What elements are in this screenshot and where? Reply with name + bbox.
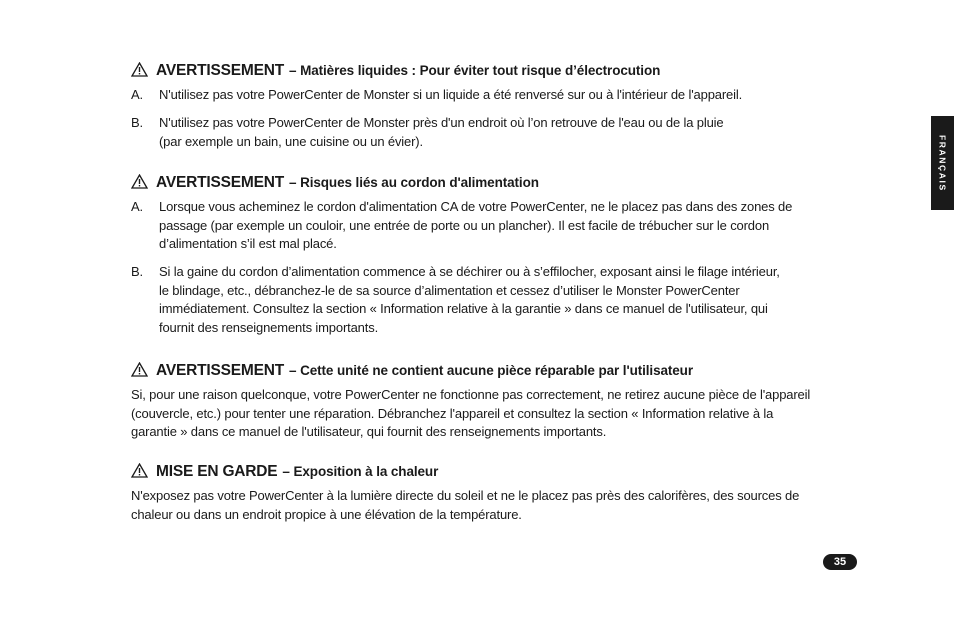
item-line: Lorsque vous acheminez le cordon d'alimentation CA de votre PowerCenter, ne le placez pas dans des zones de (159, 199, 793, 214)
heading-subtitle: – Cette unité ne contient aucune pièce réparable par l'utilisateur (289, 363, 693, 378)
language-label: FRANÇAIS (937, 134, 948, 192)
item-line: immédiatement. Consultez la section « Information relative à la garantie » dans ce manuel de l'utilisateur, qui (159, 301, 768, 316)
section-paragraph (131, 386, 831, 442)
section-heading (131, 60, 831, 80)
list-item (131, 198, 809, 254)
warning-triangle-icon (131, 174, 148, 189)
heading-title: AVERTISSEMENT (156, 62, 285, 79)
item-line: Si la gaine du cordon d’alimentation commence à se déchirer ou à s’effilocher, exposant ainsi le filage intérieur, (159, 264, 780, 279)
language-side-tab (931, 116, 954, 210)
paragraph-line: garantie » dans ce manuel de l'utilisateur, qui fournit des renseignements importants. (131, 424, 607, 439)
heading-title: AVERTISSEMENT (156, 362, 285, 379)
section-no-serviceable-parts (131, 360, 831, 442)
paragraph-line: (couvercle, etc.) pour tenter une réparation. Débranchez l'appareil et consultez la section « Information relative à la (131, 405, 774, 421)
section-liquids (131, 60, 831, 149)
item-line: le blindage, etc., débranchez-le de sa source d’alimentation et cessez d’utiliser le Monster PowerCenter (159, 282, 740, 298)
section-paragraph (131, 487, 831, 524)
item-line: passage (par exemple un couloir, une entrée de porte ou un plancher). Il est facile de trébucher sur le cordon (159, 217, 770, 233)
item-line: fournit des renseignements importants. (159, 319, 379, 335)
paragraph-line: Si, pour une raison quelconque, votre PowerCenter ne fonctionne pas correctement, ne retirez aucune pièce de l'appareil (131, 387, 811, 402)
paragraph-line: N'exposez pas votre PowerCenter à la lumière directe du soleil et ne le placez pas près des calorifères, des sources de (131, 488, 800, 503)
section-heading (131, 172, 831, 192)
item-line: N'utilisez pas votre PowerCenter de Monster si un liquide a été renversé sur ou à l'intérieur de l'appareil. (159, 87, 743, 102)
item-line: (par exemple un bain, une cuisine ou un évier). (159, 133, 423, 149)
item-label: B. (131, 115, 143, 130)
heading-title: MISE EN GARDE (156, 463, 278, 480)
section-heading (131, 360, 831, 380)
section-heat-exposure (131, 461, 831, 524)
warning-triangle-icon (131, 62, 148, 77)
item-line: N'utilisez pas votre PowerCenter de Monster près d'un endroit où l’on retrouve de l'eau ou de la pluie (159, 115, 724, 130)
paragraph-line: chaleur ou dans un endroit propice à une élévation de la température. (131, 506, 522, 522)
item-line: d’alimentation s’il est mal placé. (159, 236, 337, 251)
heading-title: AVERTISSEMENT (156, 174, 285, 191)
heading-subtitle: – Risques liés au cordon d'alimentation (289, 175, 539, 190)
section-power-cord (131, 172, 831, 335)
page-number: 35 (823, 554, 857, 570)
warning-triangle-icon (131, 463, 148, 478)
heading-subtitle: – Exposition à la chaleur (282, 464, 439, 479)
list-item (131, 114, 809, 151)
list-item (131, 86, 809, 105)
section-heading (131, 461, 831, 481)
heading-subtitle: – Matières liquides : Pour éviter tout risque d’électrocution (289, 63, 661, 78)
item-label: A. (131, 87, 143, 102)
warning-triangle-icon (131, 362, 148, 377)
list-item (131, 263, 809, 337)
item-label: A. (131, 199, 143, 214)
item-label: B. (131, 264, 143, 279)
